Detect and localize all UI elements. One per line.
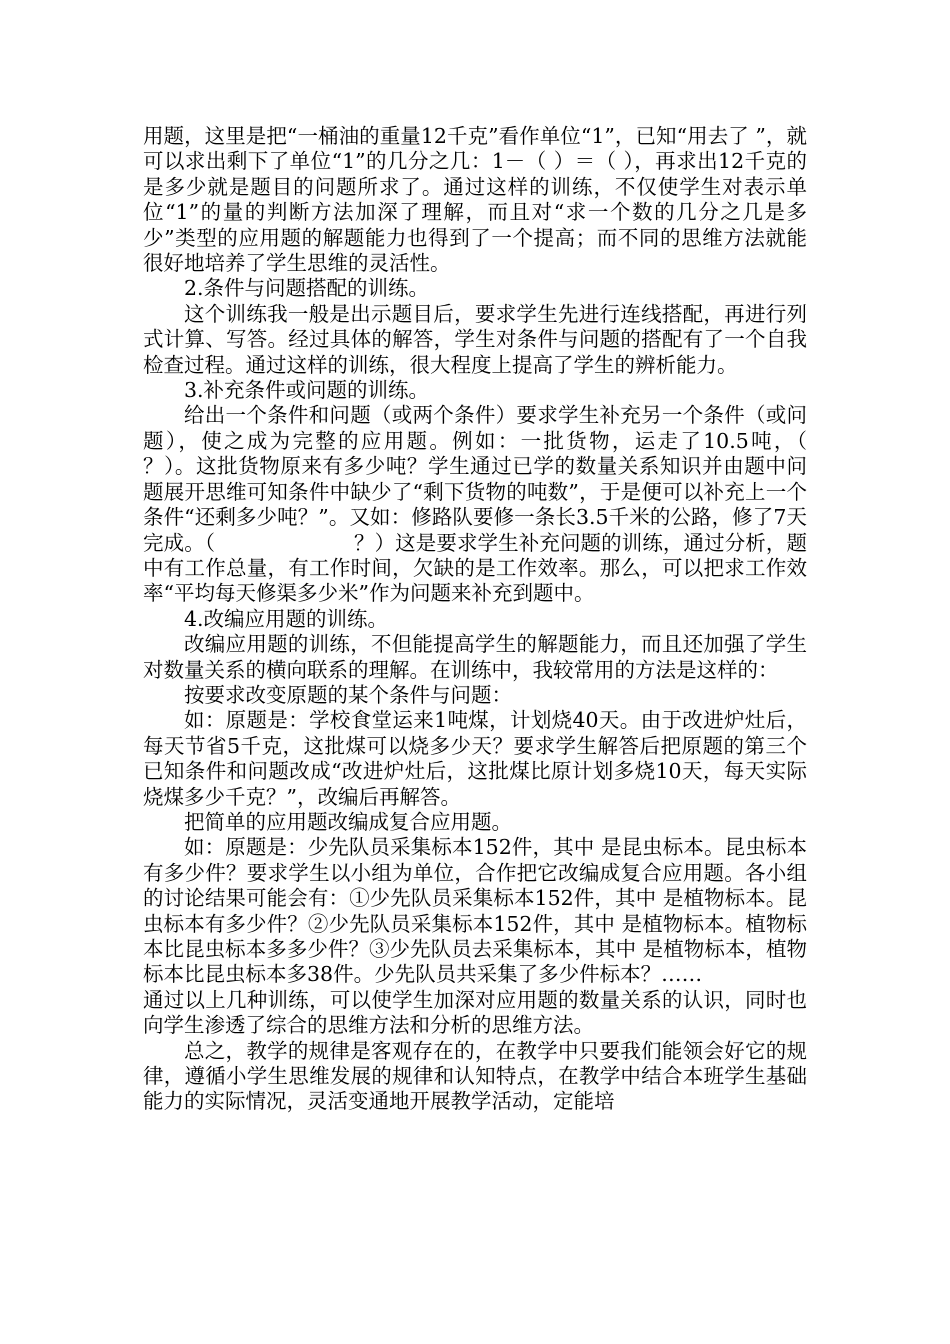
document-page [143,124,938,1115]
paragraph-supplement-training: 给出一个条件和问题（或两个条件）要求学生补充另一个条件（或问题），使之成为完整的应用题。例如：一批货物，运走了10.5吨，（ ？）。这批货物原来有多少吨？学生通过已学的数量关系知识并由题中问题展开思维可知条件中缺少了“剩下货物的吨数”，于是便可以补充上一个条件“还剩多少吨？”。又如：修路队要修一条长3.5千米的公路，修了7天完成。（ ？）这是要求学生补充问题的训练，通过分析，题中有工作总量，有工作时间，欠缺的是工作效率。那么，可以把求工作效率“平均每天修渠多少米”作为问题来补充到题中。 [143,403,938,606]
heading-adaptation-training: 4.改编应用题的训练。 [184,606,389,631]
heading-supplement-training: 3.补充条件或问题的训练。 [184,378,430,403]
paragraph-conclusion: 总之，教学的规律是客观存在的，在教学中只要我们能领会好它的规律，遵循小学生思维发展的规律和认知特点，在教学中结合本班学生基础能力的实际情况，灵活变通地开展教学活动，定能培 [143,1038,807,1114]
paragraph-unit-one-explanation: 用题，这里是把“一桶油的重量12千克”看作单位“1”，已知“用去了 ”，就可以求出剩下了单位“1”的几分之几：1－（ ）＝（ ），再求出12千克的是多少就是题目的问题所求了。通过这样的训练，不仅使学生对表示单位“1”的量的判断方法加深了理解，而且对“求一个数的几分之几是多少”类型的应用题的解题能力也得到了一个提高；而不同的思维方法就能很好地培养了学生思维的灵活性。 [143,124,807,276]
paragraph-matching-training: 这个训练我一般是出示题目后，要求学生先进行连线搭配，再进行列式计算、写答。经过具体的解答，学生对条件与问题的搭配有了一个自我检查过程。通过这样的训练，很大程度上提高了学生的辨析能力。 [143,301,807,377]
paragraph-simple-to-compound: 把简单的应用题改编成复合应用题。 [184,809,512,834]
paragraph-adaptation-intro: 改编应用题的训练，不但能提高学生的解题能力，而且还加强了学生对数量关系的横向联系的理解。在训练中，我较常用的方法是这样的： [143,632,807,682]
paragraph-training-summary: 通过以上几种训练，可以使学生加深对应用题的数量关系的认识，同时也向学生渗透了综合的思维方法和分析的思维方法。 [143,987,807,1038]
paragraph-specimen-example: 如：原题是：少先队员采集标本152件，其中 是昆虫标本。昆虫标本有多少件？要求学生以小组为单位，合作把它改编成复合应用题。各小组的讨论结果可能会有：①少先队员采集标本152件，其中 是植物标本。昆虫标本有多少件？②少先队员采集标本152件，其中 是植物标本。植物标本比昆虫标本多多少件？③少先队员去采集标本，其中 是植物标本，植物标本比昆虫标本多38件。少先队员共采集了多少件标本？…… [143,835,807,987]
paragraph-change-conditions: 按要求改变原题的某个条件与问题： [184,682,512,707]
paragraph-coal-example: 如：原题是：学校食堂运来1吨煤，计划烧40天。由于改进炉灶后，每天节省5千克，这批煤可以烧多少天？要求学生解答后把原题的第三个已知条件和问题改成“改进炉灶后，这批煤比原计划多烧10天，每天实际烧煤多少千克？”，改编后再解答。 [143,708,807,809]
heading-condition-question-matching: 2.条件与问题搭配的训练。 [184,276,430,301]
